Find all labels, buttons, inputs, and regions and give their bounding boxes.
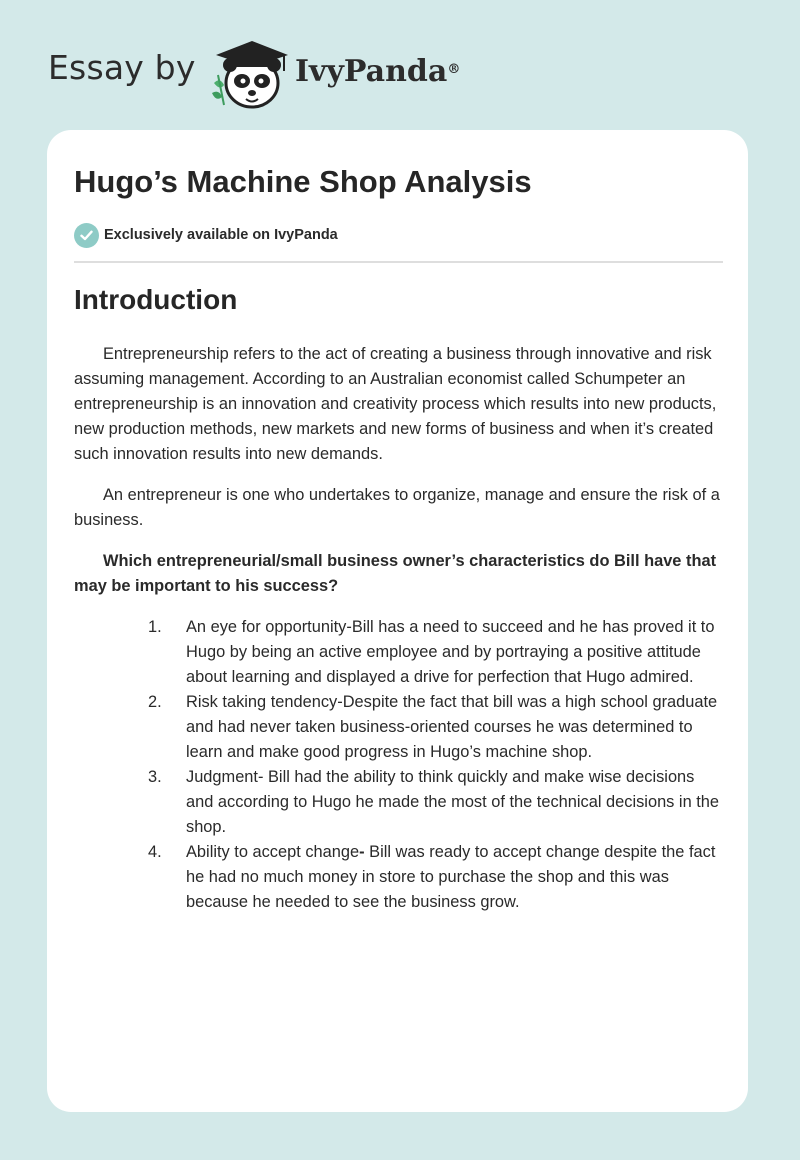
essay-body — [74, 342, 723, 915]
brand-name-text: IvyPanda — [295, 54, 448, 89]
list-number: 2. — [148, 693, 162, 711]
registered-mark: ® — [447, 62, 461, 77]
list-number: 1. — [148, 618, 162, 636]
section-heading: Introduction — [74, 284, 238, 315]
paragraph: An entrepreneur is one who undertakes to organize, manage and ensure the risk of a business. — [74, 486, 720, 529]
list-item — [74, 690, 723, 765]
list-item-text: Risk taking tendency-Despite the fact that bill was a high school graduate and had never taken business-oriented courses he was determined to learn and make good progress in Hugo’s machine shop. — [186, 693, 718, 761]
exclusive-badge — [74, 222, 338, 248]
brand-prefix: Essay by — [48, 48, 196, 87]
brand-header — [48, 30, 548, 110]
brand-name — [295, 54, 460, 89]
list-number: 4. — [148, 843, 162, 861]
list-item — [74, 840, 723, 915]
question-paragraph: Which entrepreneurial/small business owner’s characteristics do Bill have that may be important to his success? — [74, 552, 717, 595]
list-item-dash: - — [359, 843, 365, 861]
paragraph: Entrepreneurship refers to the act of creating a business through innovative and risk assuming management. According to an Australian economist called Schumpeter an entrepreneurship is an innovation and creativity process which results into new products, new production methods, new markets and new forms of business and when it’s created such innovation results into new demands. — [74, 345, 717, 463]
list-item-text: An eye for opportunity-Bill has a need to succeed and he has proved it to Hugo by being an active employee and by portraying a positive attitude about learning and displayed a drive for perfection that Hugo admired. — [186, 618, 715, 686]
list-item — [74, 615, 723, 690]
badge-text: Exclusively available on IvyPanda — [104, 227, 338, 243]
essay-card — [47, 130, 748, 1112]
characteristics-list — [74, 615, 723, 915]
list-item-text: Judgment- Bill had the ability to think quickly and make wise decisions and according to Hugo he made the most of the technical decisions in the shop. — [186, 768, 720, 836]
page-title: Hugo’s Machine Shop Analysis — [74, 164, 532, 199]
list-item-text: Bill was ready to accept change despite the fact he had no much money in store to purchase the shop and this was because he needed to see the business grow. — [186, 843, 716, 911]
list-item — [74, 765, 723, 840]
panda-logo-icon — [204, 35, 294, 110]
divider — [74, 261, 723, 263]
list-item-lead: Ability to accept change — [186, 843, 360, 861]
list-number: 3. — [148, 768, 162, 786]
check-icon — [74, 223, 99, 248]
